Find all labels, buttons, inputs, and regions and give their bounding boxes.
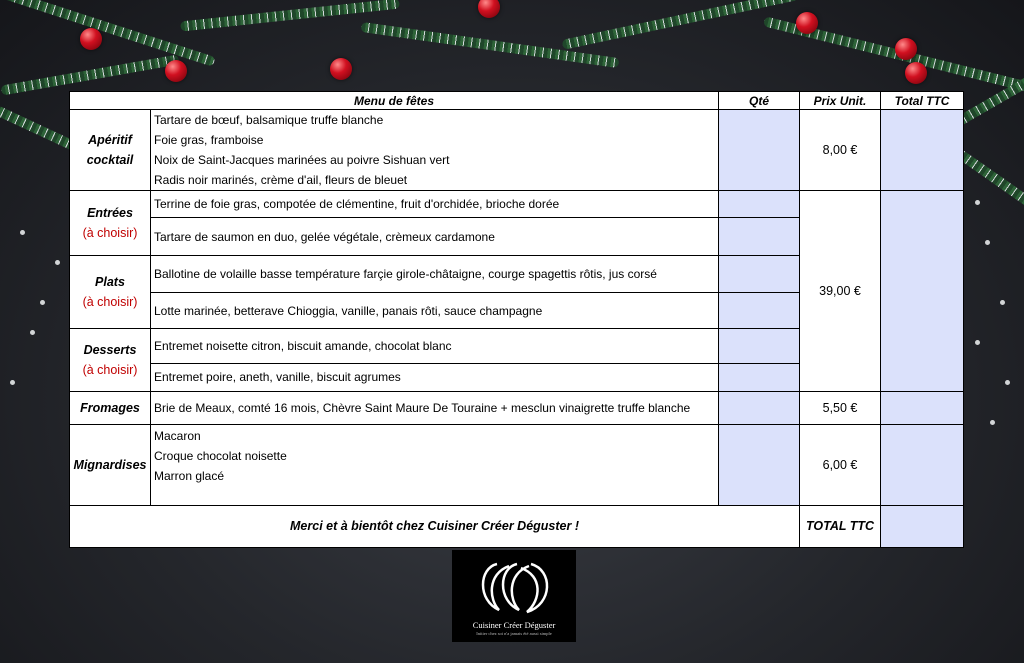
qty-input-plat-1[interactable] [719,256,800,293]
ornament-icon [796,12,818,34]
qty-input-dessert-1[interactable] [719,329,800,363]
list-item: Radis noir marinés, crème d'ail, fleurs de bleuet [154,173,408,188]
total-ttc-label: TOTAL TTC [800,505,881,547]
list-item: Tartare de bœuf, balsamique truffe blanche [154,113,384,128]
price-aperitif: 8,00 € [800,110,881,191]
list-item: Noix de Saint-Jacques marinées au poivre Sishuan vert [154,153,450,168]
ornament-icon [905,62,927,84]
total-cell-mignardises[interactable] [881,424,964,505]
fromages-item: Brie de Meaux, comté 16 mois, Chèvre Saint Maure De Touraine + mesclun vinaigrette truffe blanche [151,391,719,424]
total-cell-fromages[interactable] [881,391,964,424]
qty-input-entree-2[interactable] [719,218,800,256]
entrees-item: Terrine de foie gras, compotée de clémentine, fruit d'orchidée, brioche dorée [151,191,719,218]
ornament-icon [330,58,352,80]
ornament-icon [478,0,500,18]
ccd-monogram-icon [469,560,559,618]
qty-input-fromages[interactable] [719,391,800,424]
header-qty: Qté [719,92,800,110]
category-aperitif: Apéritif cocktail [70,110,151,191]
category-entrees: Entrées (à choisir) [70,191,151,256]
category-desserts: Desserts (à choisir) [70,329,151,391]
aperitif-items [151,110,719,191]
list-item: Croque chocolat noisette [154,448,287,463]
desserts-item: Entremet poire, aneth, vanille, biscuit agrumes [151,363,719,391]
price-fromages: 5,50 € [800,391,881,424]
ornament-icon [895,38,917,60]
category-fromages: Fromages [70,391,151,424]
total-cell-aperitif[interactable] [881,110,964,191]
list-item: Marron glacé [154,468,225,483]
category-plats: Plats (à choisir) [70,256,151,329]
qty-input-entree-1[interactable] [719,191,800,218]
logo-tagline: Initier chez soi n'a jamais été aussi simple [476,631,552,636]
entrees-item: Tartare de saumon en duo, gelée végétale, crèmeux cardamone [151,218,719,256]
qty-input-mignardises[interactable] [719,424,800,505]
total-cell-main-menu[interactable] [881,191,964,391]
menu-table [69,91,964,548]
qty-input-dessert-2[interactable] [719,363,800,391]
desserts-item: Entremet noisette citron, biscuit amande, chocolat blanc [151,329,719,363]
thank-you-message: Merci et à bientôt chez Cuisiner Créer Déguster ! [70,505,800,547]
ornament-icon [165,60,187,82]
header-total: Total TTC [881,92,964,110]
price-mignardises: 6,00 € [800,424,881,505]
mignardises-items [151,424,719,505]
logo-name: Cuisiner Créer Déguster [472,620,556,630]
plats-item: Lotte marinée, betterave Chioggia, vanille, panais rôti, sauce champagne [151,293,719,329]
ornament-icon [80,28,102,50]
menu-title: Menu de fêtes [70,92,719,110]
grand-total-cell[interactable] [881,505,964,547]
brand-logo [452,550,576,642]
qty-input-aperitif[interactable] [719,110,800,191]
price-main-menu: 39,00 € [800,191,881,391]
category-mignardises: Mignardises [70,424,151,505]
qty-input-plat-2[interactable] [719,293,800,329]
list-item: Foie gras, framboise [154,133,264,148]
header-unit-price: Prix Unit. [800,92,881,110]
plats-item: Ballotine de volaille basse température farçie girole-châtaigne, courge spagettis rôtis, jus corsé [151,256,719,293]
list-item: Macaron [154,428,201,443]
